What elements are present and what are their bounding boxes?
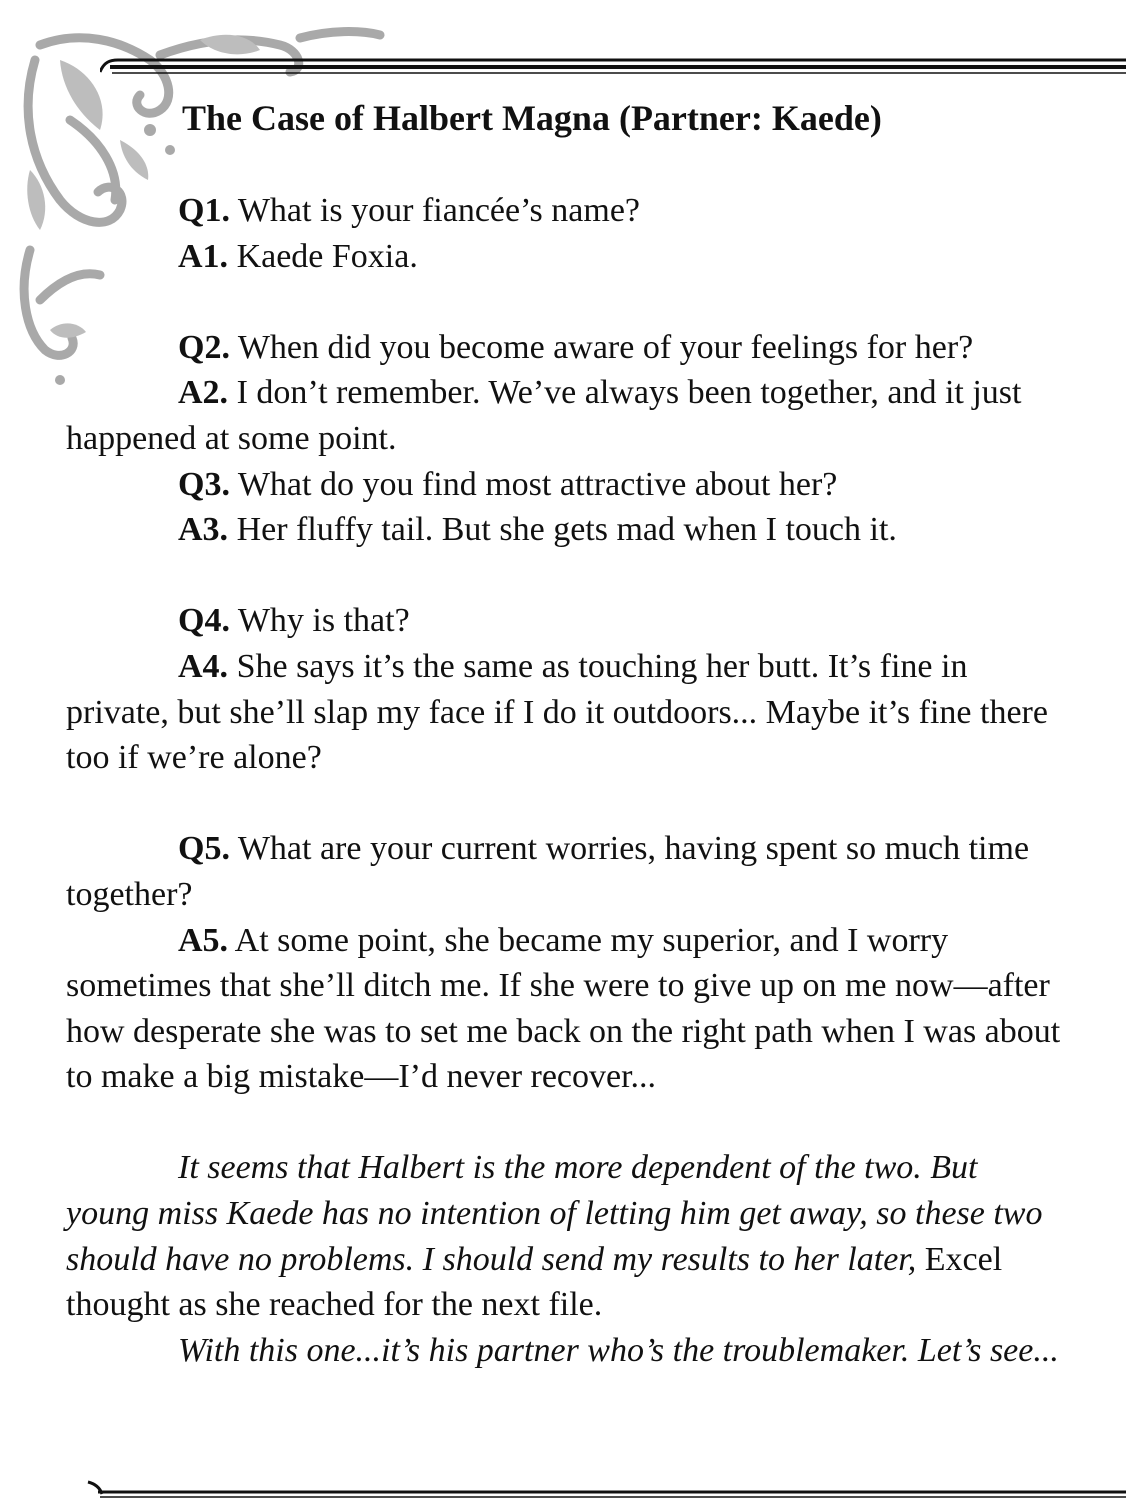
question-1 bbox=[66, 188, 1066, 234]
qa-text: What is your fiancée’s name? bbox=[229, 192, 640, 229]
qa-text: What do you find most attractive about her? bbox=[229, 465, 838, 503]
question-3 bbox=[66, 462, 1066, 508]
qa-text: When did you become aware of your feelings for her? bbox=[229, 328, 974, 366]
answer-5 bbox=[66, 918, 1066, 1100]
top-border-rule bbox=[100, 56, 1126, 78]
narration-paragraph-2 bbox=[66, 1328, 1066, 1374]
narration-italic-thought: It seems that Halbert is the more dependent of the two. But young miss Kaede has no intention of letting him get away, so these two should have no problems. I should send my results to her later, bbox=[66, 1149, 1043, 1278]
answer-4 bbox=[66, 644, 1066, 781]
qa-label: A3. bbox=[178, 511, 229, 549]
qa-label: A4. bbox=[178, 647, 229, 685]
answer-1 bbox=[66, 234, 1066, 280]
document-body bbox=[66, 188, 1066, 1373]
narration-paragraph-1 bbox=[66, 1145, 1066, 1327]
qa-label: Q4. bbox=[178, 602, 230, 640]
qa-label: Q1. bbox=[178, 192, 230, 229]
qa-text: Why is that? bbox=[229, 602, 410, 640]
qa-text: Her fluffy tail. But she gets mad when I touch it. bbox=[228, 511, 897, 549]
question-2 bbox=[66, 325, 1066, 371]
question-4 bbox=[66, 598, 1066, 644]
qa-text: What are your current worries, having spent so much time together? bbox=[66, 830, 1030, 913]
answer-2 bbox=[66, 370, 1066, 461]
qa-label: A2. bbox=[178, 374, 229, 412]
narration-plain-text: Excel thought as she reached for the next file. bbox=[66, 1240, 1003, 1324]
answer-3 bbox=[66, 507, 1066, 553]
qa-text: She says it’s the same as touching her butt. It’s fine in private, but she’ll slap my face if I do it outdoors... Maybe it’s fine there too if we’re alone? bbox=[66, 647, 1048, 777]
qa-text: At some point, she became my superior, and I worry sometimes that she’ll ditch me. If she were to give up on me now—after how desperate she was to set me back on the right path when I was about to make a big mistake—I’d never recover... bbox=[66, 921, 1061, 1096]
question-5 bbox=[66, 826, 1066, 917]
qa-label: Q5. bbox=[178, 830, 230, 868]
qa-label: Q2. bbox=[178, 328, 230, 366]
qa-label: A1. bbox=[178, 237, 229, 275]
qa-text: Kaede Foxia. bbox=[228, 237, 418, 275]
qa-label: Q3. bbox=[178, 465, 230, 503]
bottom-border-rule bbox=[84, 1478, 1126, 1500]
qa-text: I don’t remember. We’ve always been together, and it just happened at some point. bbox=[66, 374, 1022, 457]
page-title: The Case of Halbert Magna (Partner: Kaede) bbox=[182, 98, 882, 138]
qa-label: A5. bbox=[178, 921, 229, 959]
narration-italic-thought: With this one...it’s his partner who’s the troublemaker. Let’s see... bbox=[178, 1331, 1059, 1369]
